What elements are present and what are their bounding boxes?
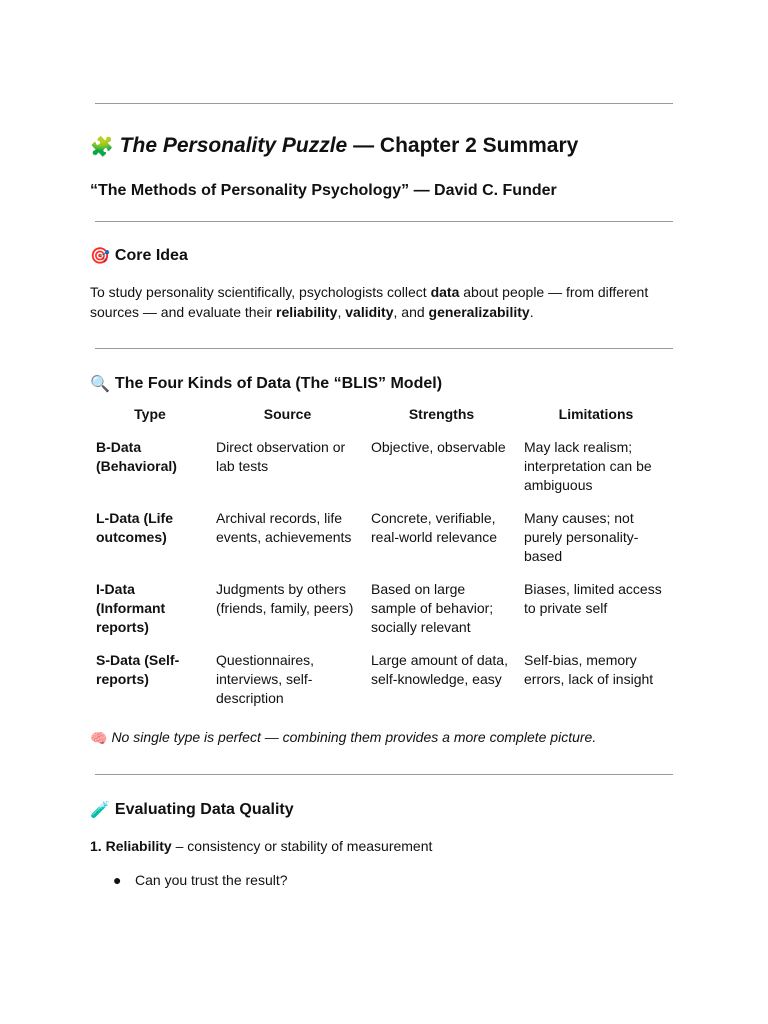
chapter-label: — Chapter 2 Summary (347, 134, 579, 157)
puzzle-icon: 🧩 (90, 137, 114, 158)
note-text: No single type is perfect — combining them provides a more complete picture. (111, 729, 597, 745)
column-header-strengths: Strengths (408, 406, 475, 422)
cell-limitations: May lack realism; interpretation can be ambiguous (524, 439, 652, 493)
cell-limitations: Self-bias, memory errors, lack of insight (524, 652, 654, 687)
target-icon: 🎯 (90, 248, 110, 265)
cell-limitations: Many causes; not purely personality-based (524, 510, 639, 564)
bullet-icon: ● (113, 872, 122, 888)
numbered-item-reliability (90, 838, 432, 854)
section-heading-four-kinds (90, 374, 442, 394)
cell-source: Direct observation or lab tests (216, 439, 346, 474)
data-types-table (90, 406, 674, 722)
core-idea-paragraph (90, 283, 675, 322)
item-number: 1. (90, 838, 106, 854)
table-header-row (90, 406, 674, 438)
page-title (90, 134, 578, 159)
column-header-limitations: Limitations (558, 406, 634, 422)
heading-text: Evaluating Data Quality (114, 801, 294, 818)
term-generalizability: generalizability (428, 303, 530, 320)
divider (95, 221, 673, 222)
page-subtitle: “The Methods of Personality Psychology” — David C. Funder (90, 182, 557, 199)
cell-type: B-Data (Behavioral) (96, 439, 177, 474)
divider (95, 348, 673, 349)
book-title: The Personality Puzzle (119, 134, 348, 157)
item-term: Reliability (105, 838, 172, 854)
cell-strengths: Concrete, verifiable, real-world relevance (371, 510, 498, 545)
item-description: – consistency or stability of measurement (171, 838, 433, 854)
text: , (337, 303, 346, 320)
bullet-item (113, 872, 288, 888)
text: . (529, 303, 534, 320)
cell-type: L-Data (Life outcomes) (96, 510, 173, 545)
divider-top (95, 103, 673, 104)
cell-type: S-Data (Self-reports) (96, 652, 180, 687)
section-heading-evaluating (90, 800, 294, 820)
heading-text: The Four Kinds of Data (The “BLIS” Model) (114, 375, 443, 392)
cell-limitations: Biases, limited access to private self (524, 581, 662, 616)
cell-strengths: Objective, observable (371, 439, 506, 455)
test-tube-icon: 🧪 (90, 802, 110, 819)
cell-source: Judgments by others (friends, family, peers) (216, 581, 354, 616)
brain-icon: 🧠 (90, 730, 108, 746)
table-row (90, 509, 674, 580)
cell-type: I-Data (Informant reports) (96, 581, 166, 635)
text: , and (393, 303, 429, 320)
bullet-text: Can you trust the result? (135, 872, 288, 888)
table-row (90, 580, 674, 651)
cell-strengths: Large amount of data, self-knowledge, easy (371, 652, 508, 687)
divider (95, 774, 673, 775)
term-data: data (430, 284, 460, 300)
magnifier-icon: 🔍 (90, 376, 110, 393)
term-reliability: reliability (276, 303, 338, 320)
column-header-type: Type (134, 406, 166, 422)
cell-source: Questionnaires, interviews, self-description (216, 652, 315, 706)
table-row (90, 438, 674, 509)
table-row (90, 651, 674, 722)
term-validity: validity (345, 303, 394, 320)
text: To study personality scientifically, psychologists collect (90, 284, 431, 300)
table-note (90, 729, 596, 747)
cell-strengths: Based on large sample of behavior; socially relevant (371, 581, 494, 635)
heading-text: Core Idea (114, 247, 188, 264)
section-heading-core-idea (90, 246, 188, 266)
cell-source: Archival records, life events, achievements (216, 510, 352, 545)
column-header-source: Source (263, 406, 312, 422)
text: about people — from different sources — and evaluate their (90, 284, 649, 320)
